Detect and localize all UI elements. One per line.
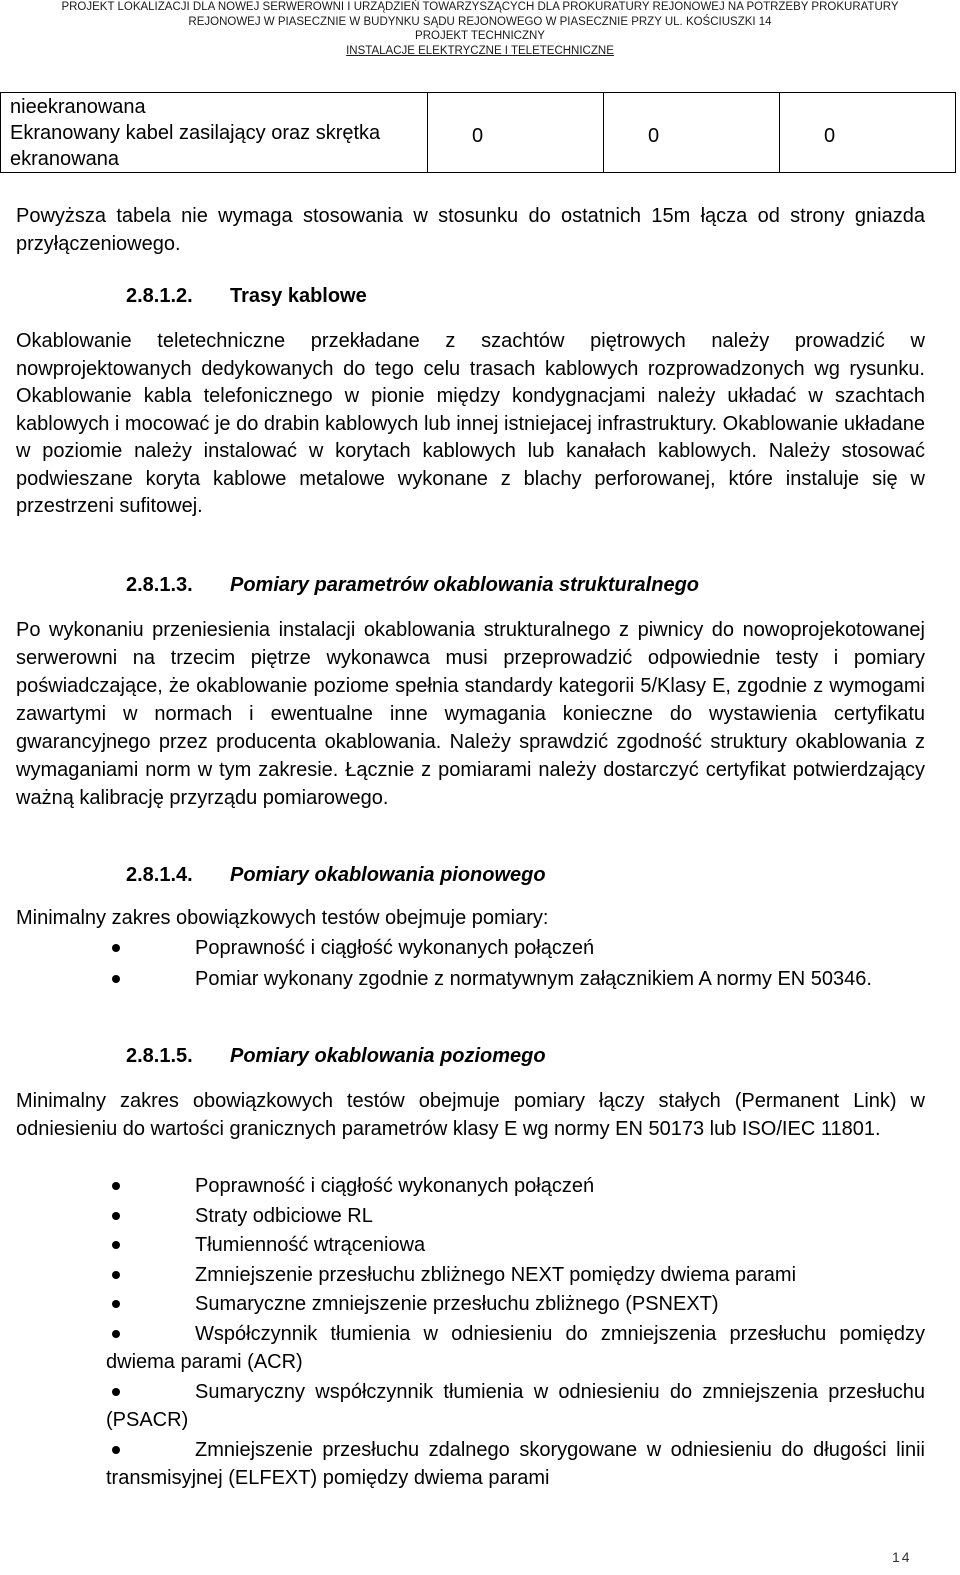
table-label-line: nieekranowana: [10, 96, 146, 118]
bullet-icon: [112, 1172, 122, 1200]
bullet-icon: [112, 1261, 122, 1289]
list-item: Poprawność i ciągłość wykonanych połączeń: [106, 1172, 925, 1201]
list-item: Zmniejszenie przesłuchu zdalnego skorygowane w odniesieniu do długości linii transmisyjnej (ELFEXT) pomiędzy dwiema parami: [106, 1436, 925, 1493]
table-cell-value: 0: [427, 93, 603, 173]
page-header: [0, 0, 960, 58]
bullet-icon: [112, 934, 122, 962]
section-number: 2.8.1.3.: [126, 574, 193, 596]
header-project-line-2: REJONOWEJ W PIASECZNIE W BUDYNKU SĄDU REJONOWEGO W PIASECZNIE PRZY UL. KOŚCIUSZKI 14: [188, 15, 772, 28]
section-heading: [126, 283, 367, 309]
section-title: Pomiary okablowania pionowego: [230, 864, 546, 886]
table-cell-value: 0: [779, 93, 955, 173]
list-item: Zmniejszenie przesłuchu zbliżnego NEXT pomiędzy dwiema parami: [106, 1261, 925, 1290]
section-title: Trasy kablowe: [230, 285, 367, 307]
list-item: Sumaryczny współczynnik tłumienia w odniesieniu do zmniejszenia przesłuchu (PSACR): [106, 1378, 925, 1435]
header-doc-type: PROJEKT TECHNICZNY: [415, 30, 545, 42]
bullet-icon: [112, 1378, 122, 1406]
bullet-icon: [112, 1231, 122, 1259]
header-discipline: INSTALACJE ELEKTRYCZNE I TELETECHNICZNE: [346, 44, 614, 57]
table-note: Powyższa tabela nie wymaga stosowania w stosunku do ostatnich 15m łącza od strony gniazda przyłączeniowego.: [16, 205, 925, 255]
section-heading: [126, 862, 546, 888]
bullet-icon: [112, 1290, 122, 1318]
section-paragraph: Okablowanie teletechniczne przekładane z szachtów piętrowych należy prowadzić w nowprojektowanych dedykowanych do tego celu trasach kablowych rozprowadzonych wg rysunku. Okablowanie kabla telefonicznego w pionie między kondygnacjami należy układać w szachtach kablowych i mocować je do drabin kablowych lub innej istniejacej infrastruktury. Okablowanie układane w poziomie należy instalować w korytach kablowych lub kanałach kablowych. Należy stosować podwieszane koryta kablowe metalowe wykonane z blachy perforowanej, które instaluje się w przestrzeni sufitowej.: [16, 330, 925, 517]
section-title: Pomiary parametrów okablowania strukturalnego: [230, 574, 700, 596]
bullet-icon: [112, 1202, 122, 1230]
bullet-list: [106, 1172, 925, 1493]
table-label-line: Ekranowany kabel zasilający oraz skrętka: [10, 122, 381, 144]
list-item: Straty odbiciowe RL: [106, 1202, 925, 1231]
table-label-line: ekranowana: [10, 148, 119, 170]
table-cell-label: [1, 93, 428, 173]
section-title: Pomiary okablowania poziomego: [230, 1045, 546, 1067]
bullet-icon: [112, 1320, 122, 1348]
section-paragraph: Minimalny zakres obowiązkowych testów obejmuje pomiary łączy stałych (Permanent Link) w odniesieniu do wartości granicznych parametrów klasy E wg normy EN 50173 lub ISO/IEC 11801.: [16, 1090, 925, 1140]
page-number: 14: [892, 1549, 912, 1565]
section-paragraph: Minimalny zakres obowiązkowych testów obejmuje pomiary:: [16, 907, 549, 929]
section-number: 2.8.1.5.: [126, 1045, 193, 1067]
section-heading: [126, 572, 699, 598]
bullet-icon: [112, 965, 122, 993]
section-number: 2.8.1.4.: [126, 864, 193, 886]
bullet-list: [106, 934, 925, 993]
section-number: 2.8.1.2.: [126, 285, 193, 307]
table-row: [1, 93, 956, 173]
bullet-icon: [112, 1436, 122, 1464]
section-paragraph: Po wykonaniu przeniesienia instalacji okablowania strukturalnego z piwnicy do nowoprojekotowanej serwerowni na trzecim piętrze wykonawca musi przeprowadzić odpowiednie testy i pomiary poświadczające, że okablowanie poziome spełnia standardy kategorii 5/Klasy E, zgodnie z wymogami zawartymi w normach i ewentualne inne wymagania konieczne do wystawienia certyfikatu gwarancyjnego przez producenta okablowania. Należy sprawdzić zgodność struktury okablowania z wymaganiami norm w tym zakresie. Łącznie z pomiarami należy dostarczyć certyfikat potwierdzający ważną kalibrację przyrządu pomiarowego.: [16, 619, 925, 809]
list-item: Pomiar wykonany zgodnie z normatywnym załącznikiem A normy EN 50346.: [106, 965, 925, 994]
list-item: Tłumienność wtrąceniowa: [106, 1231, 925, 1260]
cable-table: [0, 92, 956, 173]
section-heading: [126, 1043, 546, 1069]
header-project-line-1: PROJEKT LOKALIZACJI DLA NOWEJ SERWEROWNI I URZĄDZIEŃ TOWARZYSZĄCYCH DLA PROKURATURY REJONOWEJ NA POTRZEBY PROKURATURY: [61, 1, 899, 13]
table-cell-value: 0: [603, 93, 779, 173]
list-item: Współczynnik tłumienia w odniesieniu do zmniejszenia przesłuchu pomiędzy dwiema parami (ACR): [106, 1320, 925, 1377]
list-item: Poprawność i ciągłość wykonanych połączeń: [106, 934, 925, 963]
list-item: Sumaryczne zmniejszenie przesłuchu zbliżnego (PSNEXT): [106, 1290, 925, 1319]
